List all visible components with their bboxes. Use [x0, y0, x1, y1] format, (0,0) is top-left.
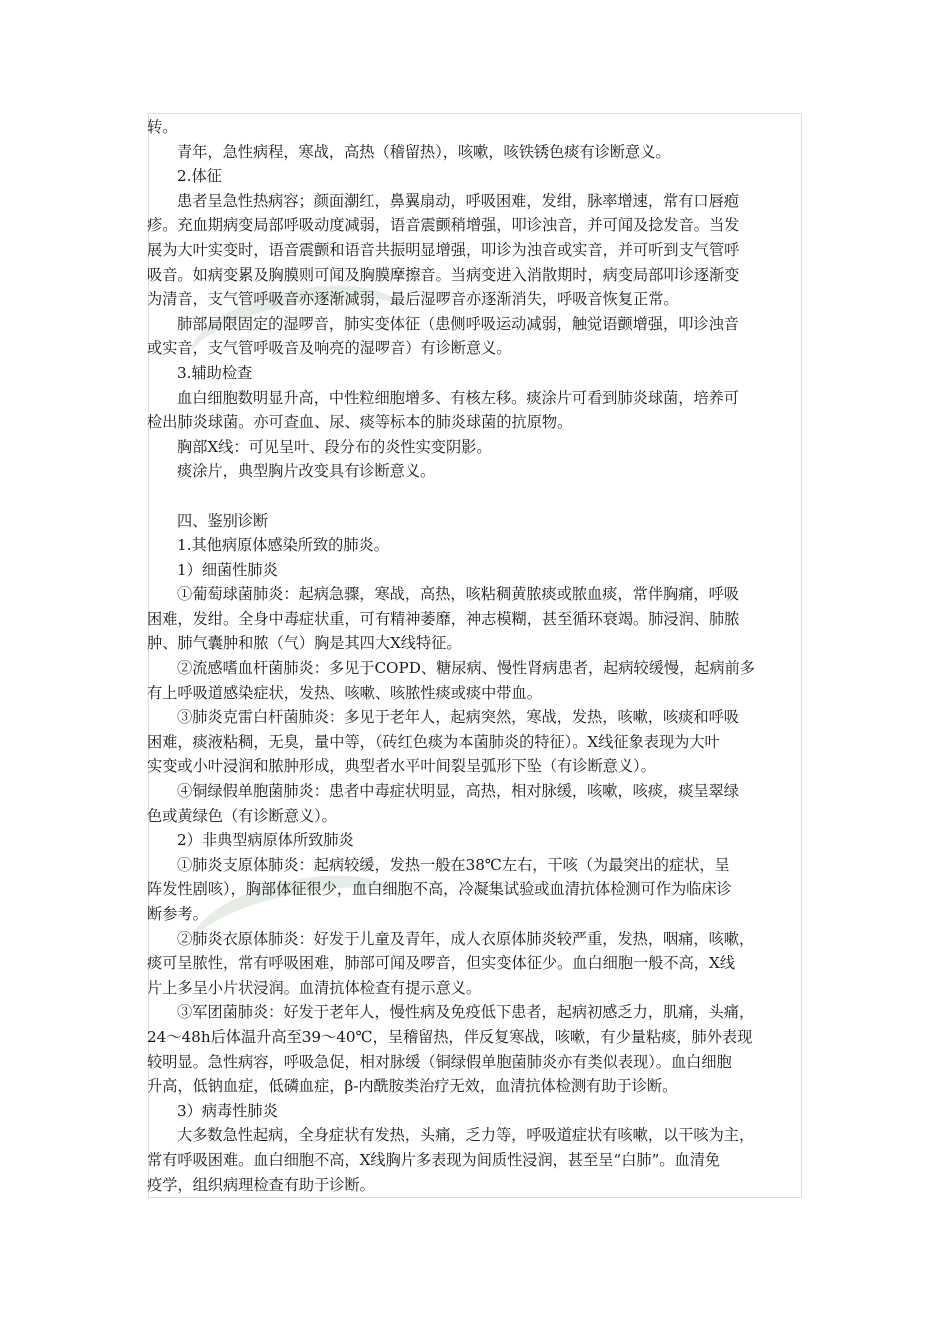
text-line: 困难，痰液粘稠，无臭，量中等，（砖红色痰为本菌肺炎的特征）。X线征象表现为大叶 — [147, 732, 720, 751]
text-line: 青年，急性病程，寒战，高热（稽留热），咳嗽，咳铁锈色痰有诊断意义。 — [177, 142, 671, 161]
text-line: 升高，低钠血症，低磷血症，β-内酰胺类治疗无效，血清抗体检测有助于诊断。 — [147, 1077, 678, 1096]
text-line: ①葡萄球菌肺炎：起病急骤，寒战，高热，咳粘稠黄脓痰或脓血痰，常伴胸痛，呼吸 — [177, 585, 739, 604]
text-line: 痰涂片，典型胸片改变具有诊断意义。 — [177, 462, 436, 481]
text-line: 血白细胞数明显升高，中性粒细胞增多、有核左移。痰涂片可看到肺炎球菌，培养可 — [177, 388, 739, 407]
text-line: 阵发性剧咳），胸部体征很少，血白细胞不高，冷凝集试验或血清抗体检测可作为临床诊 — [147, 880, 732, 899]
text-line: 3.辅助检查 — [177, 363, 253, 382]
text-line: 常有呼吸困难。血白细胞不高，X线胸片多表现为间质性浸润，甚至呈“白肺”。血清免 — [147, 1150, 721, 1169]
text-line: 患者呈急性热病容；颜面潮红，鼻翼扇动，呼吸困难，发绀，脉率增速，常有口唇疱 — [177, 191, 739, 210]
text-line: ②流感嗜血杆菌肺炎：多见于COPD、糖尿病、慢性肾病患者，起病较缓慢，起病前多 — [177, 659, 756, 678]
text-line: ①肺炎支原体肺炎：起病较缓，发热一般在38℃左右，干咳（为最突出的症状，呈 — [177, 855, 730, 874]
text-line: 或实音，支气管呼吸音及响亮的湿啰音）有诊断意义。 — [147, 339, 512, 358]
text-line: 片上多呈小片状浸润。血清抗体检查有提示意义。 — [147, 978, 482, 997]
text-line: 1）细菌性肺炎 — [177, 560, 278, 579]
text-line: 大多数急性起病，全身症状有发热，头痛，乏力等，呼吸道症状有咳嗽，以干咳为主， — [177, 1126, 755, 1145]
text-line: 疫学，组织病理检查有助于诊断。 — [147, 1175, 375, 1194]
text-line: 展为大叶实变时，语音震颤和语音共振明显增强，叩诊为浊音或实音，并可听到支气管呼 — [147, 240, 740, 259]
text-line: 四、鉴别诊断 — [177, 511, 269, 530]
text-line: 3）病毒性肺炎 — [177, 1101, 278, 1120]
text-line: 胸部X线：可见呈叶、段分布的炎性实变阴影。 — [177, 437, 492, 456]
text-line: 痰可呈脓性，常有呼吸困难，肺部可闻及啰音，但实变体征少。血白细胞一般不高，X线 — [147, 954, 735, 973]
text-line: 为清音，支气管呼吸音亦逐渐减弱，最后湿啰音亦逐渐消失，呼吸音恢复正常。 — [147, 290, 679, 309]
text-line: 2.体征 — [177, 167, 222, 186]
text-line: ②肺炎衣原体肺炎：好发于儿童及青年，成人衣原体肺炎较严重，发热，咽痛，咳嗽， — [177, 929, 755, 948]
text-line: 断参考。 — [147, 905, 208, 923]
text-line: ③军团菌肺炎：好发于老年人，慢性病及免疫低下患者，起病初感乏力，肌痛，头痛， — [177, 1003, 755, 1022]
text-line: 2）非典型病原体所致肺炎 — [177, 831, 354, 850]
text-line: 疹。充血期病变局部呼吸动度减弱，语音震颤稍增强，叩诊浊音，并可闻及捻发音。当发 — [147, 216, 740, 235]
text-line: 色或黄绿色（有诊断意义）。 — [147, 806, 337, 825]
text-line: 较明显。急性病容，呼吸急促，相对脉缓（铜绿假单胞菌肺炎亦有类似表现）。血白细胞 — [147, 1052, 732, 1071]
text-line: 实变或小叶浸润和脓肿形成，典型者水平叶间裂呈弧形下坠（有诊断意义）。 — [147, 757, 656, 776]
text-line: 肺部局限固定的湿啰音，肺实变体征（患侧呼吸运动减弱，触觉语颤增强，叩诊浊音 — [177, 314, 739, 333]
text-line — [147, 484, 799, 509]
text-line: 困难，发绀。全身中毒症状重，可有精神萎靡，神志模糊，甚至循环衰竭。肺浸润、肺脓 — [147, 609, 740, 628]
text-line: ③肺炎克雷白杆菌肺炎：多见于老年人，起病突然，寒战，发热，咳嗽，咳痰和呼吸 — [177, 708, 739, 727]
text-line: ④铜绿假单胞菌肺炎：患者中毒症状明显，高热，相对脉缓，咳嗽，咳痰，痰呈翠绿 — [177, 782, 739, 801]
text-line: 吸音。如病变累及胸膜则可闻及胸膜摩擦音。当病变进入消散期时，病变局部叩诊逐渐变 — [147, 265, 740, 284]
text-line: 24～48h后体温升高至39～40℃，呈稽留热，伴反复寒战，咳嗽，有少量粘痰，肺外表现 — [147, 1027, 753, 1046]
document-body — [147, 115, 799, 1197]
text-line: 1.其他病原体感染所致的肺炎。 — [177, 536, 389, 555]
text-line: 检出肺炎球菌。亦可查血、尿、痰等标本的肺炎球菌的抗原物。 — [147, 413, 573, 432]
text-line: 转。 — [147, 118, 178, 136]
text-line: 有上呼吸道感染症状，发热、咳嗽、咳脓性痰或痰中带血。 — [147, 683, 542, 702]
text-line: 肿、肺气囊肿和脓（气）胸是其四大X线特征。 — [147, 634, 462, 653]
